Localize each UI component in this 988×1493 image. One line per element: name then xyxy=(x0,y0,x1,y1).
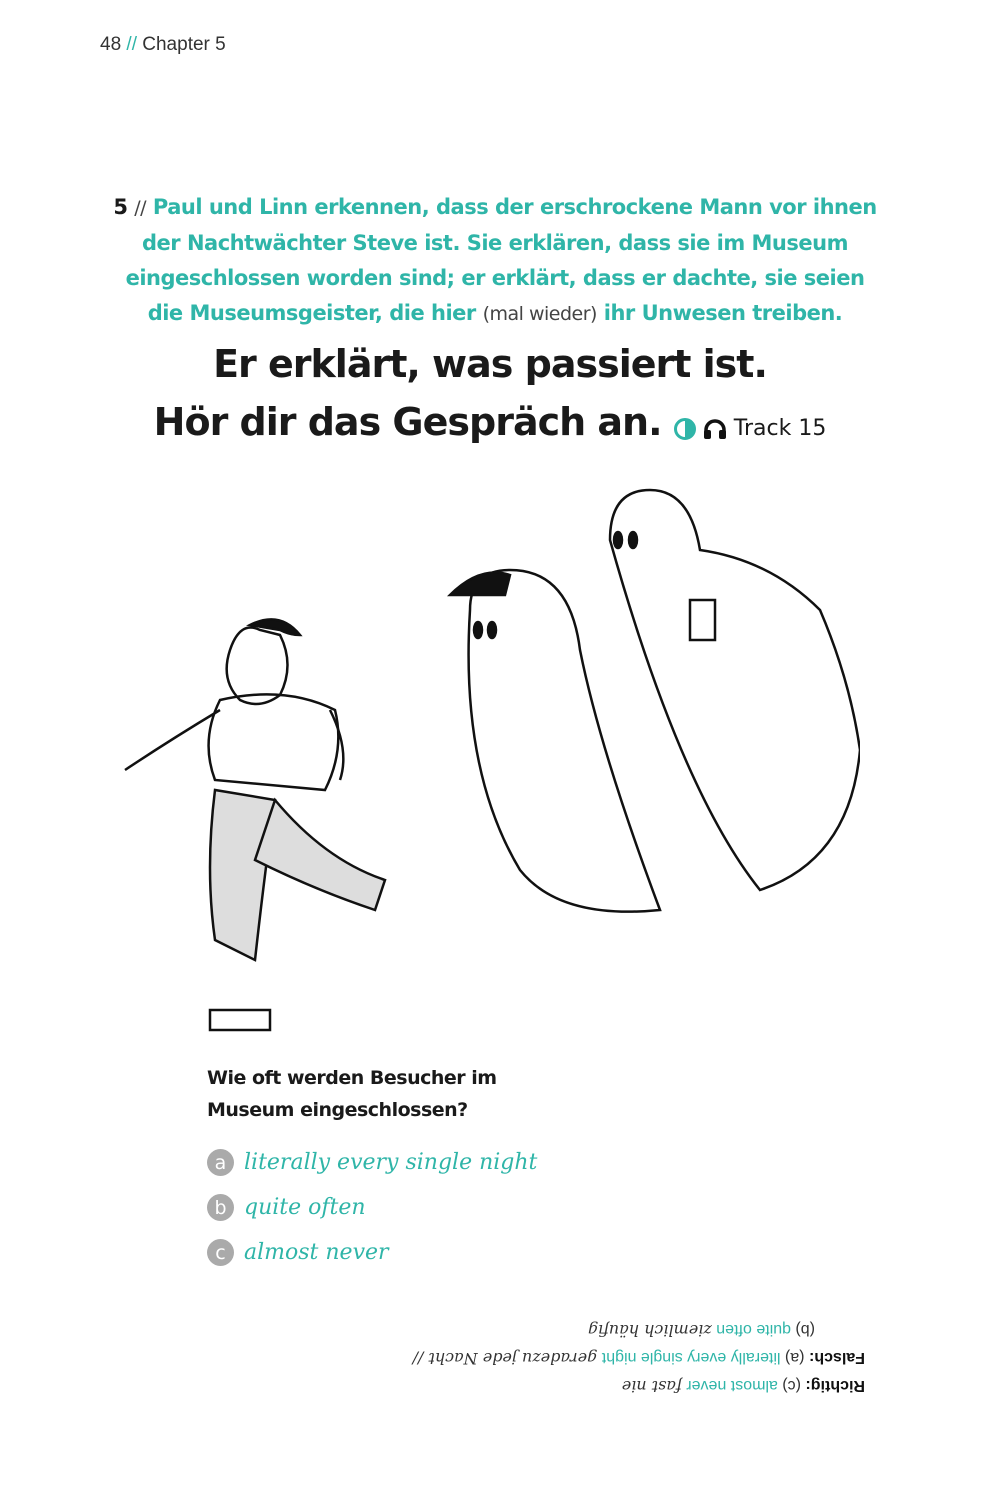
page-number: 48 xyxy=(100,34,122,55)
option-letter: b xyxy=(207,1194,234,1221)
title-line-1: Er erklärt, was passiert ist. xyxy=(213,342,767,386)
track-label: Track 15 xyxy=(733,416,827,441)
letter: (b) xyxy=(795,1321,815,1338)
english: quite often xyxy=(716,1321,791,1338)
running-header xyxy=(100,34,226,56)
chapter-label: Chapter 5 xyxy=(142,34,226,55)
option-c[interactable] xyxy=(207,1239,389,1266)
label: Richtig: xyxy=(805,1377,865,1394)
letter: (a) xyxy=(784,1349,805,1366)
exercise-title xyxy=(90,335,890,458)
option-text: literally every single night xyxy=(244,1150,538,1175)
running-man-illustration xyxy=(100,610,400,1040)
option-letter: c xyxy=(207,1239,234,1266)
option-text: quite often xyxy=(244,1195,366,1220)
answer-correct xyxy=(310,1372,865,1400)
label: Falsch: xyxy=(808,1349,865,1366)
intro-text: Paul und Linn erkennen, dass der erschrockene Mann vor ihnen der Nachtwächter Steve ist. Sie erklären, dass sie im Museum eingeschlossen worden sind; er erklärt, dass er dachte, sie seien die Museumsgeister, die hier xyxy=(125,195,877,325)
option-text: almost never xyxy=(244,1240,389,1265)
option-a[interactable] xyxy=(207,1149,537,1176)
intro-paren: (mal wieder) xyxy=(482,303,597,325)
question xyxy=(207,1062,497,1126)
exercise-intro xyxy=(110,190,880,332)
upside-down-answers xyxy=(310,1316,865,1400)
answer-wrong-a xyxy=(310,1344,865,1372)
audio-track[interactable] xyxy=(674,416,827,441)
separator: // xyxy=(134,197,147,219)
english: literally every single night xyxy=(601,1349,781,1366)
answer-wrong-b xyxy=(310,1316,865,1344)
headphones-icon xyxy=(703,418,727,440)
german: fast nie xyxy=(621,1377,682,1396)
question-line-2: Museum eingeschlossen? xyxy=(207,1099,468,1121)
german: ziemlich häufig xyxy=(587,1321,712,1340)
title-line-2: Hör dir das Gespräch an. xyxy=(153,400,662,444)
english: almost never xyxy=(686,1377,778,1394)
separator: // xyxy=(126,34,137,55)
german: geradezu jede Nacht // xyxy=(412,1349,598,1368)
exercise-number: 5 xyxy=(113,195,128,219)
letter: (c) xyxy=(782,1377,801,1394)
question-line-1: Wie oft werden Besucher im xyxy=(207,1067,497,1089)
ghosts-illustration xyxy=(440,480,860,940)
option-b[interactable] xyxy=(207,1194,366,1221)
option-letter: a xyxy=(207,1149,234,1176)
intro-text-end: ihr Unwesen treiben. xyxy=(603,301,843,325)
stopwatch-icon xyxy=(674,418,696,440)
